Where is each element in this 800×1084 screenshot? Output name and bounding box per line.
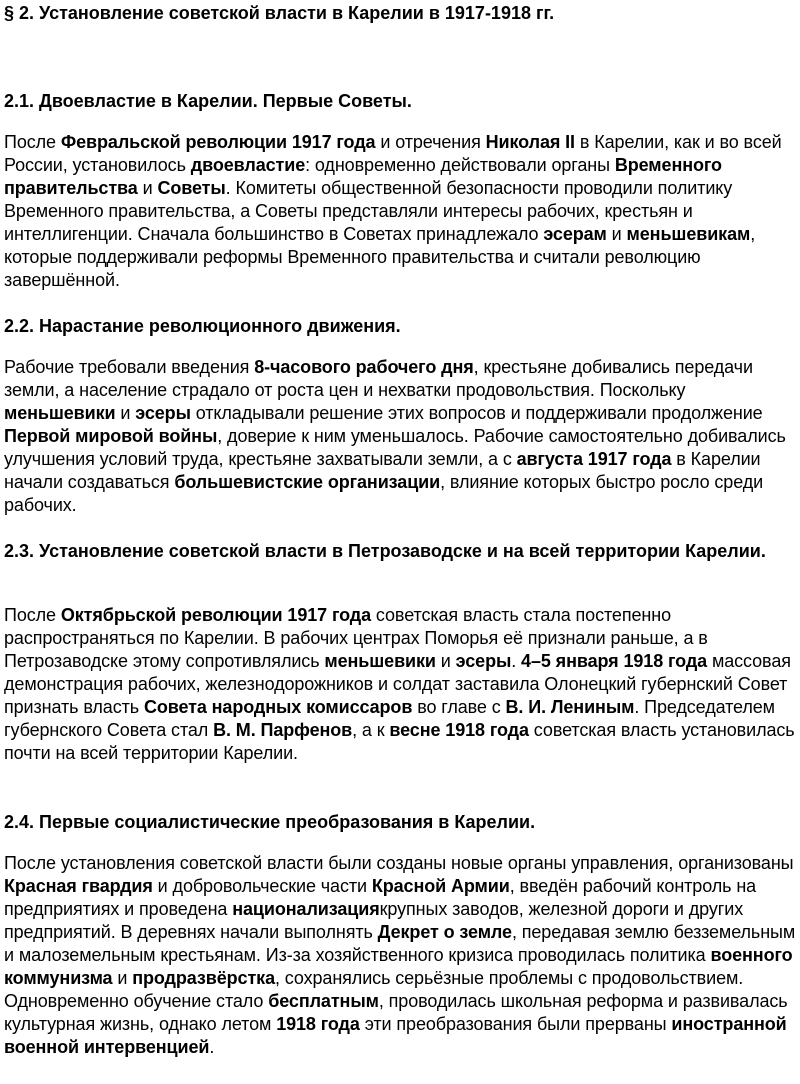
text-run: , сохранялись серьёзные проблемы с продовольствием. Одновременно обучение стало: [4, 968, 744, 1011]
text-run: , которые поддерживали реформы Временного правительства и считали революцию завершённой.: [4, 224, 756, 290]
bold-term: Февральской революции 1917 года: [60, 132, 376, 152]
bold-term: Советы: [157, 178, 226, 198]
bold-term: Красная гвардия: [4, 876, 153, 896]
bold-term: 8-часового рабочего дня: [254, 357, 474, 377]
bold-term: В. И. Лениным: [505, 697, 635, 717]
section-heading-2-3: 2.3. Установление советской власти в Петрозаводске и на всей территории Карелии.: [4, 541, 766, 561]
text-run: , введён рабочий контроль на предприятиях и проведена: [4, 876, 757, 919]
section-paragraph-2-4: [4, 852, 799, 1059]
text-run: .: [511, 651, 522, 671]
text-run: советская власть стала постепенно распространяться по Карелии. В рабочих центрах Поморья её признали раньше, а в Петрозаводске этому сопротивлялись: [4, 605, 708, 671]
bold-term: 4–5 января 1918 года: [521, 651, 708, 671]
bold-term: военного коммунизма: [4, 945, 793, 988]
bold-term: В. М. Парфенов: [213, 720, 353, 740]
text-run: и отречения: [375, 132, 486, 152]
text-run: . Комитеты общественной безопасности проводили политику Временного правительства, а Советы представляли интересы рабочих, крестьян и интеллигенции. Сначала большинство в Советах принадлежало: [4, 178, 733, 244]
bold-term: Первой мировой войны: [4, 426, 218, 446]
bold-term: эсеры: [455, 651, 512, 671]
text-run: и: [115, 403, 136, 423]
text-run: эти преобразования были прерваны: [359, 1014, 672, 1034]
bold-term: Николая II: [485, 132, 575, 152]
text-run: , проводилась школьная реформа и развивалась культурная жизнь, однако летом: [4, 991, 788, 1034]
bold-term: августа 1917 года: [516, 449, 672, 469]
section-paragraph-2-1: [4, 131, 799, 292]
page-title: § 2. Установление советской власти в Карелии в 1917-1918 гг.: [4, 3, 555, 23]
text-run: в Карелии начали создаваться: [4, 449, 761, 492]
section-paragraph-2-3: [4, 604, 799, 765]
bold-term: Октябрьской революции 1917 года: [60, 605, 372, 625]
text-run: и добровольческие части: [152, 876, 372, 896]
bold-term: двоевластие: [190, 155, 306, 175]
text-run: Рабочие требовали введения: [4, 357, 255, 377]
text-run: .: [209, 1037, 215, 1057]
section-paragraph-2-2: [4, 356, 799, 517]
section-heading-2-1: 2.1. Двоевластие в Карелии. Первые Советы.: [4, 91, 412, 111]
text-run: После: [4, 132, 61, 152]
text-run: . Председателем губернского Совета стал: [4, 697, 775, 740]
text-run: крупных заводов, железной дороги и других предприятий. В деревнях начали выполнять: [4, 899, 744, 942]
text-run: советская власть установилась почти на всей территории Карелии.: [4, 720, 795, 763]
section-heading-2-2: 2.2. Нарастание революционного движения.: [4, 316, 401, 336]
text-run: во главе с: [412, 697, 506, 717]
bold-term: эсеры: [135, 403, 191, 423]
bold-term: меньшевики: [324, 651, 436, 671]
text-run: , передавая землю безземельным и малоземельным крестьянам. Из-за хозяйственного кризиса проводилась политика: [4, 922, 796, 965]
text-run: , влияние которых быстро росло среди рабочих.: [4, 472, 764, 515]
text-run: и: [112, 968, 133, 988]
bold-term: 1918 года: [276, 1014, 360, 1034]
text-run: и: [606, 224, 627, 244]
bold-term: иностранной военной интервенцией: [4, 1014, 787, 1057]
text-run: , крестьяне добивались передачи земли, а население страдало от роста цен и нехватки продовольствия. Поскольку: [4, 357, 753, 400]
bold-term: большевистские организации: [174, 472, 441, 492]
bold-term: Декрет о земле: [377, 922, 512, 942]
text-run: в Карелии, как и во всей России, установилось: [4, 132, 782, 175]
bold-term: меньшевикам: [626, 224, 751, 244]
text-run: , а к: [352, 720, 390, 740]
bold-term: бесплатным: [268, 991, 379, 1011]
text-run: и: [137, 178, 158, 198]
bold-term: Временного правительства: [4, 155, 722, 198]
text-run: : одновременно действовали органы: [305, 155, 615, 175]
bold-term: продразвёрстка: [132, 968, 275, 988]
text-run: массовая демонстрация рабочих, железнодорожников и солдат заставила Олонецкий губернский Совет признать власть: [4, 651, 791, 717]
bold-term: национализация: [232, 899, 380, 919]
bold-term: меньшевики: [4, 403, 116, 423]
section-heading-2-4: 2.4. Первые социалистические преобразования в Карелии.: [4, 812, 536, 832]
bold-term: Совета народных комиссаров: [143, 697, 413, 717]
text-run: , доверие к ним уменьшалось. Рабочие самостоятельно добивались улучшения условий труда, крестьяне захватывали земли, а с: [4, 426, 786, 469]
bold-term: эсерам: [543, 224, 607, 244]
bold-term: Красной Армии: [371, 876, 510, 896]
text-run: После установления советской власти были созданы новые органы управления, организованы: [4, 853, 794, 873]
bold-term: весне 1918 года: [389, 720, 529, 740]
text-run: После: [4, 605, 61, 625]
text-run: откладывали решение этих вопросов и поддерживали продолжение: [190, 403, 763, 423]
text-run: и: [435, 651, 456, 671]
